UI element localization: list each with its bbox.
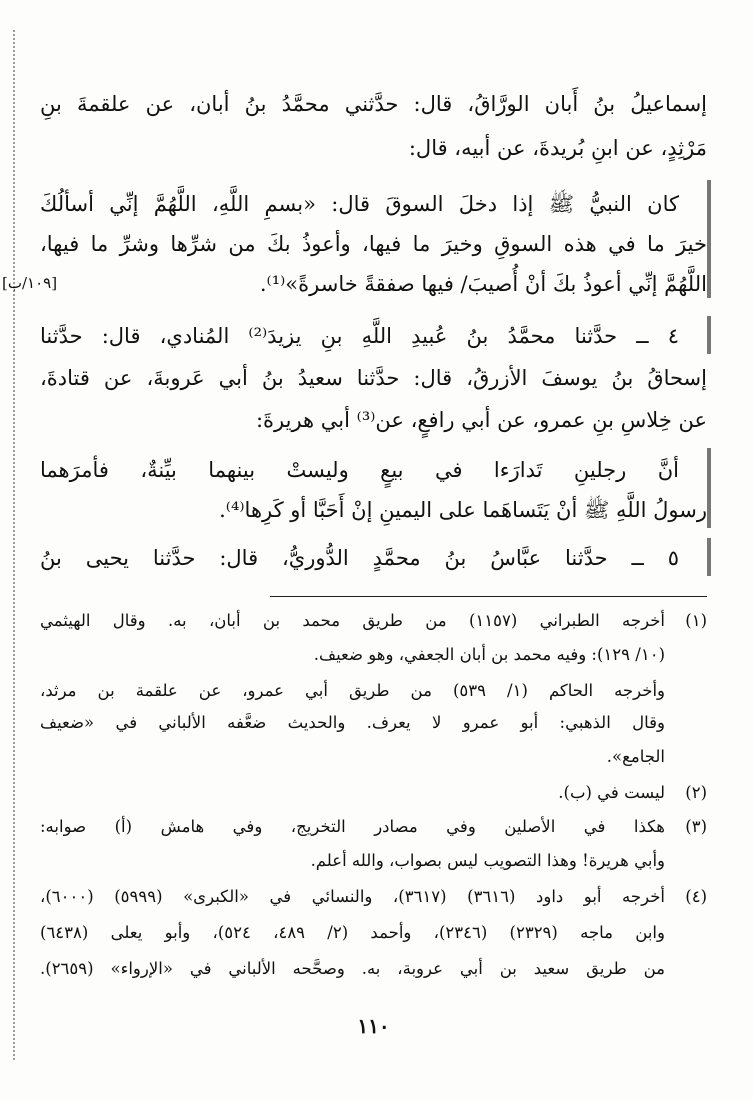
manuscript-folio-ref: [١٠٩/ب] [2,274,58,292]
footnote-text: هكذا في الأصلين وفي مصادر التخريج، وفي هامش (أ) صوابه: [40,817,665,836]
footnote-number: (١) [685,611,707,630]
footnote-2 [40,778,707,808]
footnote-text: وأخرجه الحاكم (١/ ٥٣٩) من طريق أبي عمرو، عن علقمة بن مرثد، [40,681,665,700]
hadith1-line-1: كان النبيُّ ﷺ إذا دخلَ السوقَ قال: «بسمِ اللَّهِ، اللَّهُمَّ إنِّي أسألُكَ [40,192,679,216]
para3-marker [707,538,711,576]
hadith1-line-3: اللَّهُمَّ إنِّي أعوذُ بكَ أنْ أُصيبَ/ فيها صفقةً خاسرةً»⁽¹⁾. [259,272,707,296]
footnote-number: (٣) [685,817,707,836]
footnote-text: أخرجه أبو داود (٣٦١٦) (٣٦١٧)، والنسائي في «الكبرى» (٥٩٩٩) (٦٠٠٠)، [40,887,665,906]
para2-line-3: عن خِلاسِ بنِ عمرو، عن أبي رافعٍ، عن⁽³⁾ أبي هريرةَ: [255,408,707,432]
para1-line-2: مَرْثِدٍ، عن ابنِ بُريدةَ، عن أبيه، قال: [408,136,707,160]
footnote-1-continued [40,676,707,706]
hadith2-line-1: أنَّ رجلينِ تَدارَءا في بيعٍ وليستْ بينهما بيِّنةٌ، فأمرَهما [40,458,679,482]
page [2,0,707,1100]
footnote-number: (٢) [685,783,707,802]
footnote-text: وابن ماجه (٢٣٢٩) (٢٣٤٦)، وأحمد (٢/ ٤٨٩، ٥٢٤)، وأبو يعلى (٦٤٣٨) [40,923,665,942]
binding-edge [13,30,15,1060]
hadith1-marker [707,180,711,298]
footnote-number: (٤) [685,887,707,906]
footnote-1 [40,606,707,636]
footnote-text: وقال الذهبي: أبو عمرو لا يعرف. والحديث ضعَّفه الألباني في «ضعيف [40,713,665,732]
footnote-separator [270,596,707,597]
para2-line-2: إسحاقُ بنُ يوسفَ الأزرقُ، قال: حدَّثنا سعيدُ بنُ أبي عَروبةَ، عن قتادةَ، [40,366,707,390]
footnote-text: الجامع». [606,747,665,766]
footnote-text: من طريق سعيد بن أبي عروبة، به. وصحَّحه الألباني في «الإرواء» (٢٦٥٩). [40,959,665,978]
para2-marker [707,316,711,354]
footnote-text: وأبي هريرة! وهذا التصويب ليس بصواب، والله أعلم. [310,851,665,870]
para2-line-1: ٤ ــ حدَّثنا محمَّدُ بنُ عُبيدِ اللَّهِ بنِ يزيدَ⁽²⁾ المُنادي، قال: حدَّثنا [40,324,679,348]
footnote-3 [40,812,707,842]
para3-line-1: ٥ ــ حدَّثنا عبَّاسُ بنُ محمَّدٍ الدُّوريُّ، قال: حدَّثنا يحيى بنُ [40,546,679,570]
footnote-text: ليست في (ب). [558,783,665,802]
footnote-text: أخرجه الطبراني (١١٥٧) من طريق محمد بن أبان، به. وقال الهيثمي [40,611,665,630]
hadith1-line-2: خيرَ ما في هذه السوقِ وخيرَ ما فيها، وأعوذُ بكَ من شرِّها وشرِّ ما فيها، [40,232,707,256]
hadith2-marker [707,448,711,528]
page-number: ١١٠ [357,1014,390,1038]
para1-line-1: إسماعيلُ بنُ أَبان الورَّاقُ، قال: حدَّثني محمَّدُ بنُ أبان، عن علقمةَ بنِ [40,92,707,116]
footnote-4 [40,882,707,912]
footnote-text: (١٠/ ١٢٩): وفيه محمد بن أبان الجعفي، وهو ضعيف. [313,645,665,664]
hadith2-line-2: رسولُ اللَّهِ ﷺ أنْ يَتَساهَما على اليمينِ إنْ أَحَبَّا أو كَرِها⁽⁴⁾. [219,498,707,522]
